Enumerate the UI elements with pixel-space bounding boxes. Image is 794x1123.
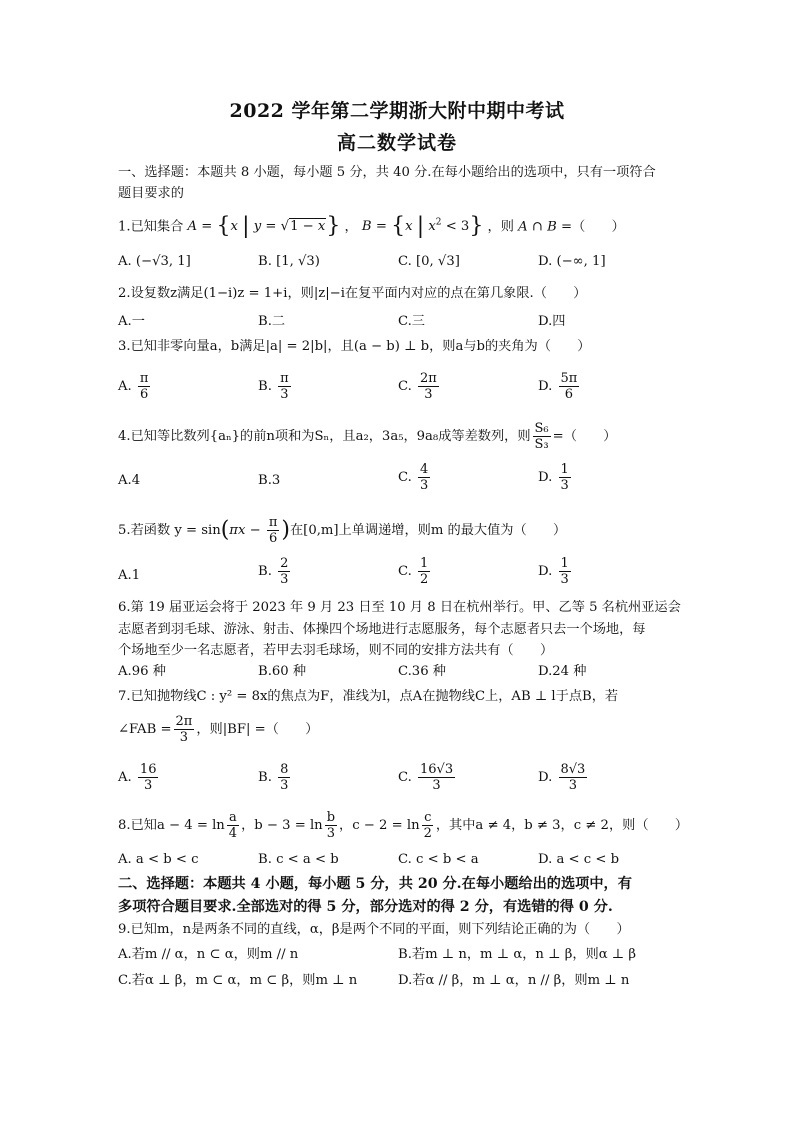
q6-option-a: A.96 种 (118, 664, 166, 679)
q2-option-b: B.二 (258, 314, 286, 329)
q3-option-c: C. $\frac{2\pi}{3}$ (398, 371, 437, 402)
section1-instruction-line2: 题目要求的 (118, 186, 184, 201)
q5-stem: 5.若函数 y = sin(πx − $\frac{\pi}{6}$ )在[0,m]上单调递增，则m 的最大值为（ ） (118, 515, 567, 546)
q5-option-c: C. $\frac{1}{2}$ (398, 556, 429, 587)
q4-option-c: C. $\frac{4}{3}$ (398, 462, 429, 493)
q2-stem: 2.设复数z满足(1−i)z = 1+i，则|z|−i在复平面内对应的点在第几象限.（ ） (118, 286, 587, 301)
q1-set-a: A = {x | y = √1 − x} (187, 213, 341, 239)
q9-option-c: C.若α ⊥ β，m ⊂ α，m ⊂ β，则m ⊥ n (118, 973, 358, 988)
q9-option-b: B.若m ⊥ n，m ⊥ α，n ⊥ β，则α ⊥ β (398, 947, 637, 962)
q7-stem-line1: 7.已知抛物线C : y² = 8x的焦点为F，准线为l，点A在抛物线C上，AB ⊥ l于点B，若 (118, 689, 619, 704)
q5-option-a: A.1 (118, 568, 141, 583)
q6-option-b: B.60 种 (258, 664, 307, 679)
q3-option-d: D. $\frac{5\pi}{6}$ (538, 371, 578, 402)
exam-subtitle: 高二数学试卷 (336, 132, 457, 154)
q7-option-b: B. $\frac{8}{3}$ (258, 762, 289, 793)
q8-option-d: D. a < c < b (538, 852, 620, 867)
exam-title: 2022 学年第二学期浙大附中期中考试 (229, 100, 565, 122)
q1-option-a: A. (−√3, 1] (118, 254, 191, 269)
q6-option-d: D.24 种 (538, 664, 587, 679)
q6-stem-line2: 志愿者到羽毛球、游泳、射击、体操四个场地进行志愿服务，每个志愿者只去一个场地，每 (118, 622, 646, 637)
section2-instruction-line2: 多项符合题目要求.全部选对的得 5 分，部分选对的得 2 分，有选错的得 0 分. (118, 899, 613, 915)
q5-option-b: B. $\frac{2}{3}$ (258, 556, 289, 587)
q6-stem-line1: 6.第 19 届亚运会将于 2023 年 9 月 23 日至 10 月 8 日在杭州举行。甲、乙等 5 名杭州亚运会 (118, 600, 681, 615)
q1-suffix: ，则 (487, 219, 514, 235)
q1-option-c: C. [0, √3] (398, 254, 460, 269)
q7-option-c: C. $\frac{16√3}{3}$ (398, 762, 454, 793)
section2-instruction-line1: 二、选择题：本题共 4 小题，每小题 5 分，共 20 分.在每小题给出的选项中，有 (118, 876, 632, 892)
q2-option-a: A.一 (118, 314, 145, 329)
q7-option-d: D. $\frac{8√3}{3}$ (538, 762, 586, 793)
q1-stem: 1.已知集合 A = {x | y = √1 − x} ， B = {x | $x^2 < 3$} ，则 A ∩ B =（ ） (118, 213, 625, 239)
q9-stem: 9.已知m，n是两条不同的直线，α，β是两个不同的平面，则下列结论正确的为（ ） (118, 922, 630, 937)
q1-set-b: B = {x | $x^2 < 3$} (361, 213, 484, 239)
q2-option-c: C.三 (398, 314, 425, 329)
q4-option-a: A.4 (118, 473, 141, 488)
q4-stem: 4.已知等比数列{aₙ}的前n项和为Sₙ，且a₂，3a₅，9a₈成等差数列，则 $\frac{\text{S₆}}{\text{S₃}}$ =（ ） (118, 421, 617, 452)
q7-stem-line2: ∠FAB = $\frac{2\pi}{3}$ ，则|BF| =（ ） (118, 714, 319, 745)
q1-ask: A ∩ B =（ ） (518, 219, 625, 235)
q1-option-b: B. [1, √3) (258, 254, 320, 269)
q4-option-b: B.3 (258, 473, 281, 488)
q1-prefix: 1.已知集合 (118, 219, 184, 235)
q8-option-b: B. c < a < b (258, 852, 339, 867)
q6-option-c: C.36 种 (398, 664, 446, 679)
q8-option-c: C. c < b < a (398, 852, 479, 867)
q2-option-d: D.四 (538, 314, 566, 329)
q8-stem: 8.已知a − 4 = ln $\frac{a}{4}$ ，b − 3 = ln $\frac{b}{3}$ ，c − 2 = ln $\frac{c}{2}$ ，其中a ≠ 4，b ≠ 3，c ≠ 2，则（ ） (118, 810, 689, 841)
q8-option-a: A. a < b < c (118, 852, 199, 867)
q5-option-d: D. $\frac{1}{3}$ (538, 556, 569, 587)
q6-stem-line3: 个场地至少一名志愿者，若甲去羽毛球场，则不同的安排方法共有（ ） (118, 643, 554, 658)
q3-option-a: A. $\frac{\pi}{6}$ (118, 371, 149, 402)
q9-option-d: D.若α // β，m ⊥ α，n // β，则m ⊥ n (398, 973, 630, 988)
q4-option-d: D. $\frac{1}{3}$ (538, 462, 569, 493)
q1-option-d: D. (−∞, 1] (538, 254, 606, 269)
q7-option-a: A. $\frac{16}{3}$ (118, 762, 157, 793)
q3-option-b: B. $\frac{\pi}{3}$ (258, 371, 289, 402)
section1-instruction-line1: 一、选择题：本题共 8 小题，每小题 5 分，共 40 分.在每小题给出的选项中，只有一项符合 (118, 165, 656, 180)
q3-stem: 3.已知非零向量a，b满足|a| = 2|b|，且(a − b) ⊥ b，则a与b的夹角为（ ） (118, 339, 591, 354)
q9-option-a: A.若m // α，n ⊂ α，则m // n (118, 947, 299, 962)
